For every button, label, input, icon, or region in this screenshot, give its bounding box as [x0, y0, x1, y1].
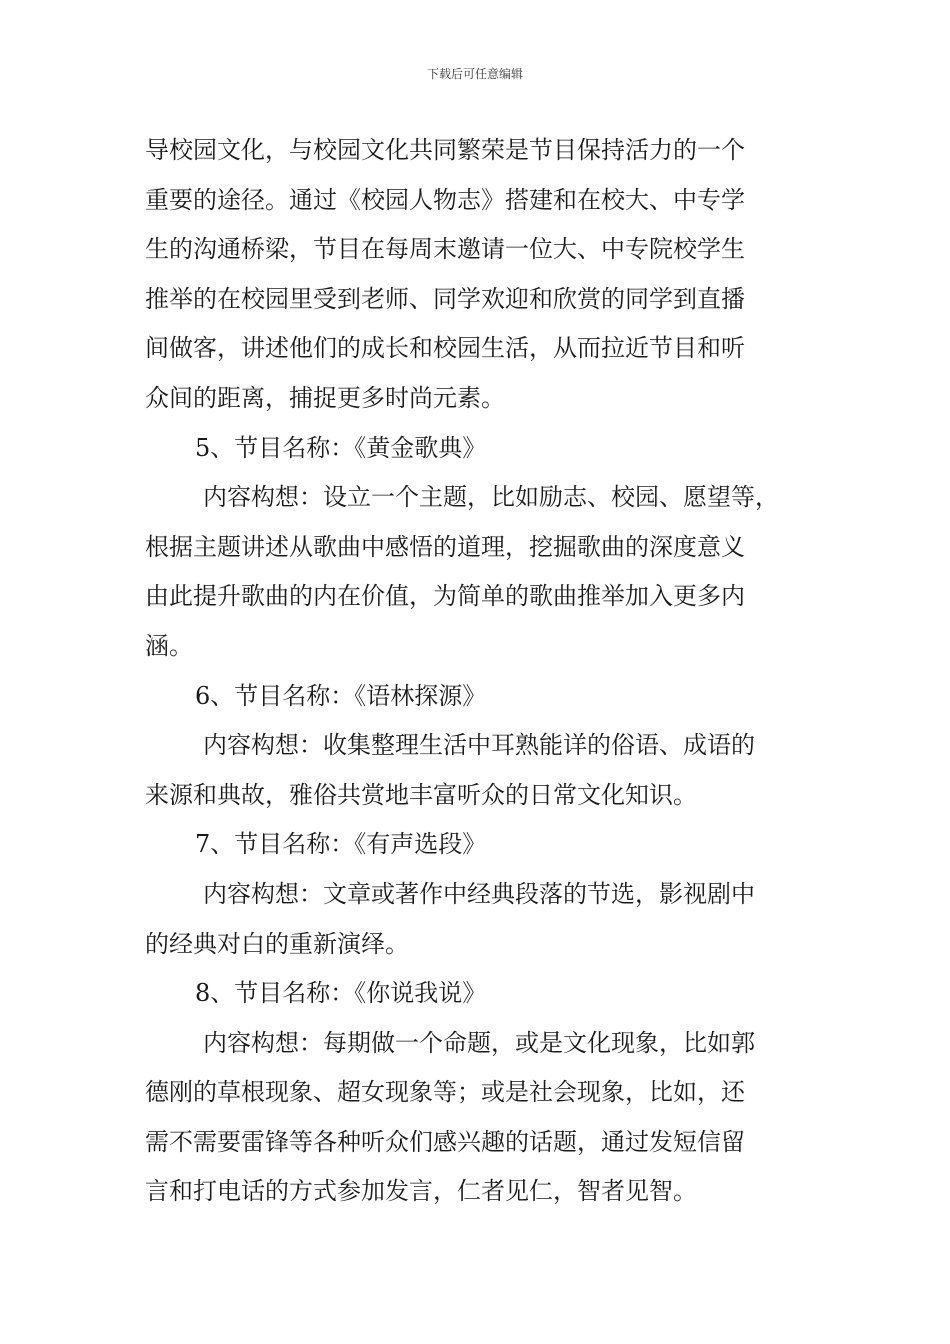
text-line: 众间的距离，捕捉更多时尚元素。 [145, 383, 505, 412]
text-line: 内容构想：文章或著作中经典段落的节选，影视剧中 [203, 879, 755, 908]
text-line: 导校园文化，与校园文化共同繁荣是节目保持活力的一个 [145, 136, 745, 164]
text-line: 间做客，讲述他们的成长和校园生活，从而拉近节目和听 [145, 334, 745, 363]
page-header: 下载后可任意编辑 [426, 67, 523, 81]
text-line: 由此提升歌曲的内在价值，为简单的歌曲推举加入更多内 [145, 582, 745, 611]
text-line: 内容构想：设立一个主题，比如励志、校园、愿望等， [203, 483, 779, 512]
text-line: 涵。 [145, 631, 193, 660]
program-heading: 7、节目名称：《有声选段》 [195, 830, 487, 859]
program-heading: 6、节目名称：《语林探源》 [195, 681, 487, 710]
text-line: 内容构想：每期做一个命题，或是文化现象，比如郭 [203, 1028, 755, 1057]
text-line: 德刚的草根现象、超女现象等；或是社会现象，比如，还 [145, 1078, 745, 1107]
text-line: 言和打电话的方式参加发言，仁者见仁，智者见智。 [145, 1177, 697, 1206]
text-line: 内容构想：收集整理生活中耳熟能详的俗语、成语的 [203, 731, 755, 760]
text-line: 推举的在校园里受到老师、同学欢迎和欣赏的同学到直播 [145, 284, 745, 313]
text-line: 来源和典故，雅俗共赏地丰富听众的日常文化知识。 [145, 780, 697, 809]
text-line: 生的沟通桥梁，节目在每周末邀请一位大、中专院校学生 [145, 235, 745, 264]
text-line: 根据主题讲述从歌曲中感悟的道理，挖掘歌曲的深度意义 [145, 532, 745, 561]
text-line: 需不需要雷锋等各种听众们感兴趣的话题，通过发短信留 [145, 1127, 745, 1156]
program-heading: 5、节目名称：《黄金歌典》 [195, 433, 487, 462]
text-line: 重要的途径。通过《校园人物志》搭建和在校大、中专学 [145, 185, 745, 214]
text-line: 的经典对白的重新演绎。 [145, 929, 409, 958]
program-heading: 8、节目名称：《你说我说》 [195, 979, 487, 1008]
document-body [145, 126, 825, 1217]
